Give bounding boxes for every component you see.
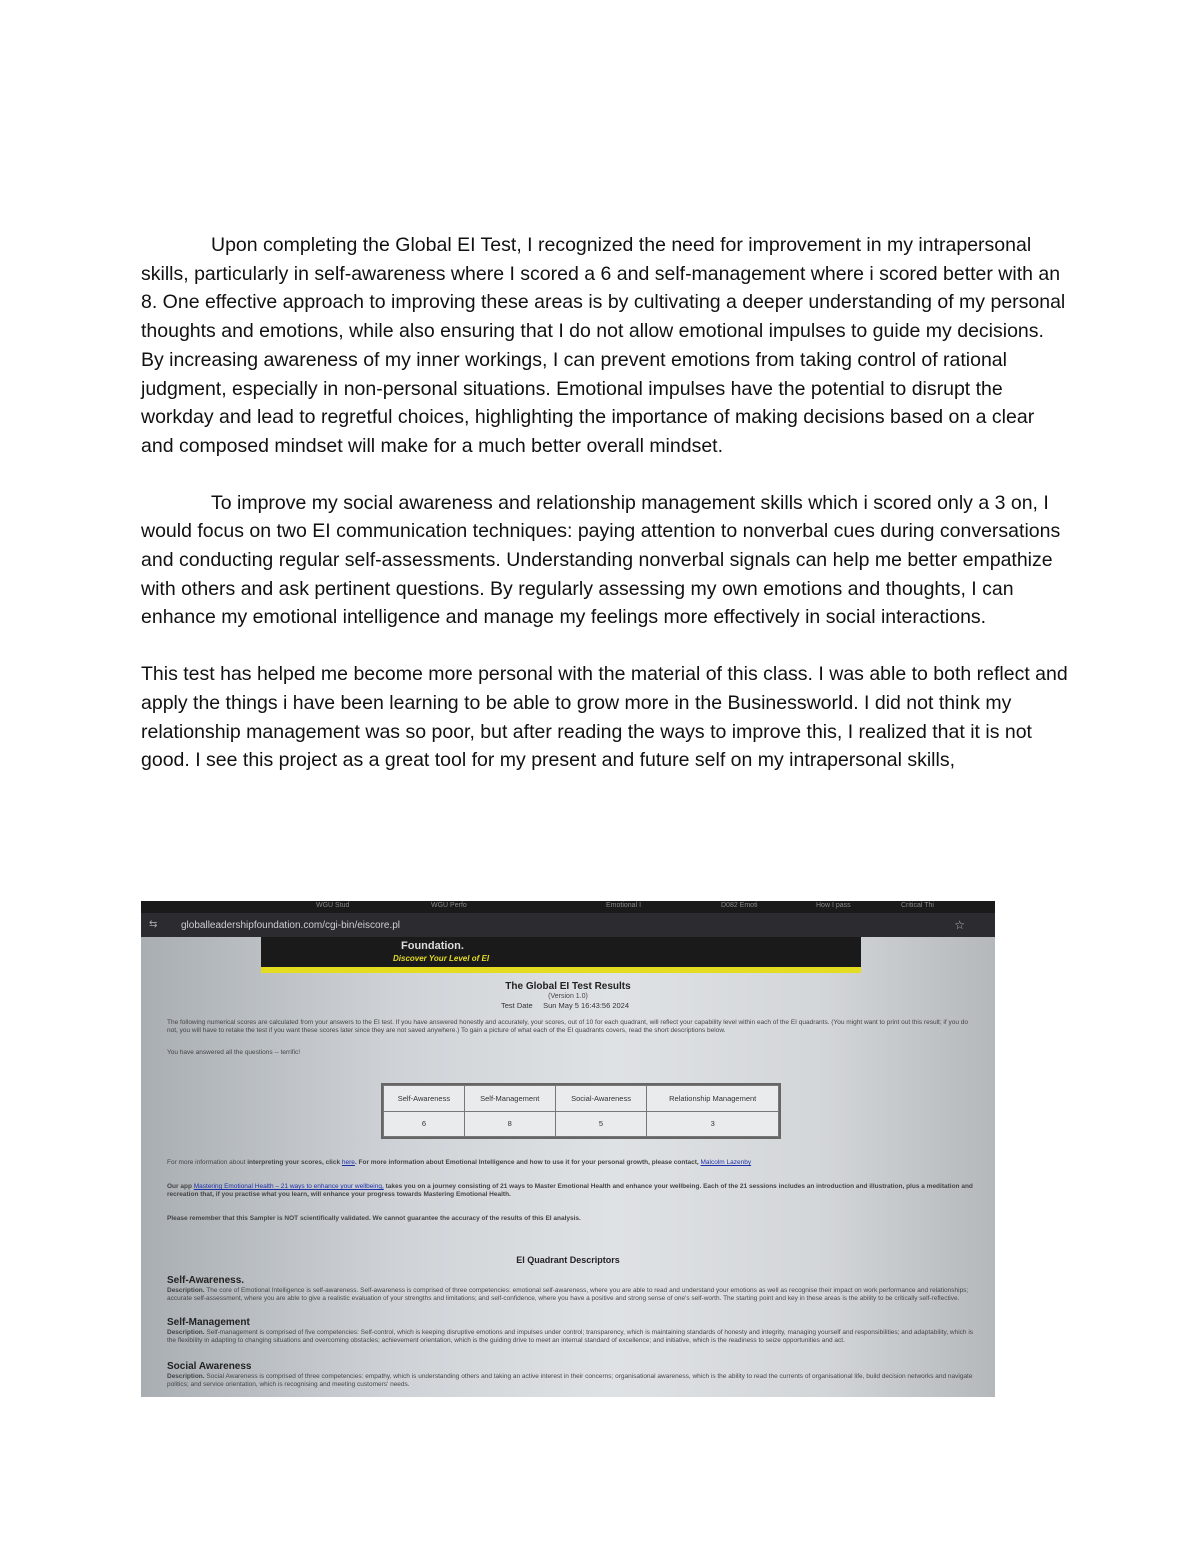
description-label: Description. (167, 1373, 205, 1380)
more-info (167, 1159, 977, 1167)
monitor-screen (141, 937, 995, 1397)
browser-tab: Emotional I (606, 902, 642, 909)
app-info-text: Our app (167, 1183, 192, 1190)
app-info (167, 1183, 977, 1199)
essay-paragraph-1: Upon completing the Global EI Test, I recognized the need for improvement in my intrapersonal skills, particularly in self-awareness where I scored a 6 and self-management where i scored better with an 8. One effective approach to improving these areas is by cultivating a deeper understanding of my personal thoughts and emotions, while also ensuring that I do not allow emotional impulses to guide my decisions. By increasing awareness of my inner workings, I can prevent emotions from taking control of rational judgment, especially in non-personal situations. Emotional impulses have the potential to disrupt the workday and lead to regretful choices, highlighting the importance of making decisions based on a clear and composed mindset will make for a much better overall mindset. (141, 234, 1066, 457)
results-title: The Global EI Test Results (505, 981, 631, 992)
app-link[interactable]: Mastering Emotional Health – 21 ways to enhance your wellbeing, (193, 1183, 384, 1190)
results-version: (Version 1.0) (548, 993, 588, 1000)
browser-tab: How I pass (816, 902, 851, 909)
score-header: Self-Awareness (384, 1086, 465, 1112)
app-info-text-2: takes you on a journey consisting of 21 ways to Master Emotional Health and enhance your wellbeing. Each of the 21 sessions includes an introduction and illustration, plus a meditation and recreation that, if you practise what you learn, will enhance your progress towards Mastering Emotional Health. (167, 1183, 973, 1198)
site-banner (261, 937, 861, 967)
description-text: The core of Emotional Intelligence is self-awareness. Self-awareness is comprised of three competencies: emotional self-awareness, where you are able to read and understand your emotions as well as recognise their impact on work performance and relationships; accurate self-assessment, where you are able to give a realistic evaluation of your strengths and limitations; and self-confidence, where you have a positive and strong sense of one's self-worth. The starting point and key in these areas is the ability to be critically self-reflective. (167, 1287, 969, 1302)
browser-tab: WGU Perfo (431, 902, 467, 909)
results-intro: The following numerical scores are calculated from your answers to the EI test. If you have answered honestly and accurately, your scores, out of 10 for each quadrant, will reflect your capability level within each of the EI quadrants. (You might want to print out this result; if you do not, you will have to retake the test if you want these scores later since they are not saved anywhere.) To gain a picture of what each of the EI quadrants covers, read the short descriptions below. (167, 1019, 968, 1034)
description-text: Social Awareness is comprised of three competencies: empathy, which is understanding others and taking an active interest in their concerns; organisational awareness, which is the ability to read the currents of organisational life, build decision networks and navigate politics; and service orientation, which is recognising and meeting customers' needs. (167, 1373, 973, 1388)
browser-tab: WGU Stud (316, 902, 350, 909)
quadrant-description (167, 1329, 977, 1345)
more-info-text-2: . For more information about Emotional Intelligence and how to use it for your personal growth, please contact, (354, 1159, 699, 1166)
browser-tab: D082 Emoti (721, 902, 758, 909)
quadrant-description (167, 1373, 977, 1397)
essay-paragraph-2: To improve my social awareness and relationship management skills which i scored only a 3 on, I would focus on two EI communication techniques: paying attention to nonverbal cues during conversations and conducting regular self-assessments. Understanding nonverbal signals can help me better empathize with others and ask pertinent questions. By regularly assessing my own emotions and thoughts, I can enhance my emotional intelligence and manage my feelings more effectively in social interactions. (141, 491, 1061, 629)
address-url: globalleadershipfoundation.com/cgi-bin/eiscore.pl (181, 920, 401, 931)
quadrant-title: EI Quadrant Descriptors (516, 1255, 620, 1265)
disclaimer: Please remember that this Sampler is NOT scientifically validated. We cannot guarantee the accuracy of the results of this EI analysis. (167, 1215, 581, 1222)
banner-tagline: Discover Your Level of EI (393, 954, 490, 963)
site-settings-icon: ⇆ (149, 919, 158, 930)
banner-org-name: Foundation. (401, 940, 464, 952)
banner-stripe (261, 967, 861, 973)
here-link[interactable]: here (341, 1159, 355, 1166)
score-value: 5 (555, 1111, 647, 1137)
browser-tab: Critical Thi (901, 902, 934, 909)
score-table (381, 1083, 781, 1139)
answered-note: You have answered all the questions -- terrific! (167, 1049, 301, 1056)
essay-paragraph-3: This test has helped me become more personal with the material of this class. I was able to both reflect and apply the things i have been learning to be able to grow more in the Businessworld. I did not think my relationship management was so poor, but after reading the ways to improve this, I realized that it is not good. I see this project as a great tool for my present and future self on my intrapersonal skills, (141, 663, 1068, 772)
description-text: Self-management is comprised of five competencies: Self-control, which is keeping disruptive emotions and impulses under control; transparency, which is maintaining standards of honesty and integrity, managing yourself and responsibilities; and adaptability, which is the flexibility in adapting to changing situations and overcoming obstacles; achievement orientation, which is the guiding drive to meet an internal standard of excellence; and initiative, which is the readiness to seize opportunities and act. (167, 1329, 974, 1344)
score-value: 6 (384, 1111, 465, 1137)
address-bar (141, 913, 995, 937)
description-label: Description. (167, 1287, 205, 1294)
score-header: Relationship Management (647, 1086, 779, 1112)
test-date-label: Test Date (501, 1001, 533, 1010)
quadrant-description (167, 1287, 977, 1303)
test-date-value: Sun May 5 16:43:56 2024 (543, 1001, 630, 1010)
score-header: Social-Awareness (555, 1086, 647, 1112)
quadrant-heading: Self-Management (167, 1317, 250, 1328)
essay-body (141, 231, 1071, 775)
score-header: Self-Management (464, 1086, 555, 1112)
quadrant-heading: Social Awareness (167, 1361, 252, 1372)
more-info-text: For more information about (167, 1159, 246, 1166)
screenshot-photo (141, 901, 995, 1397)
test-date (501, 1001, 629, 1010)
score-value: 3 (647, 1111, 779, 1137)
quadrant-heading: Self-Awareness. (167, 1275, 245, 1286)
score-value: 8 (464, 1111, 555, 1137)
more-info-bold: interpreting your scores, click (247, 1159, 341, 1166)
bookmark-star-icon: ☆ (954, 918, 965, 932)
browser-tab-bar (141, 901, 995, 913)
description-label: Description. (167, 1329, 205, 1336)
contact-link[interactable]: Malcolm Lazenby (700, 1159, 752, 1166)
